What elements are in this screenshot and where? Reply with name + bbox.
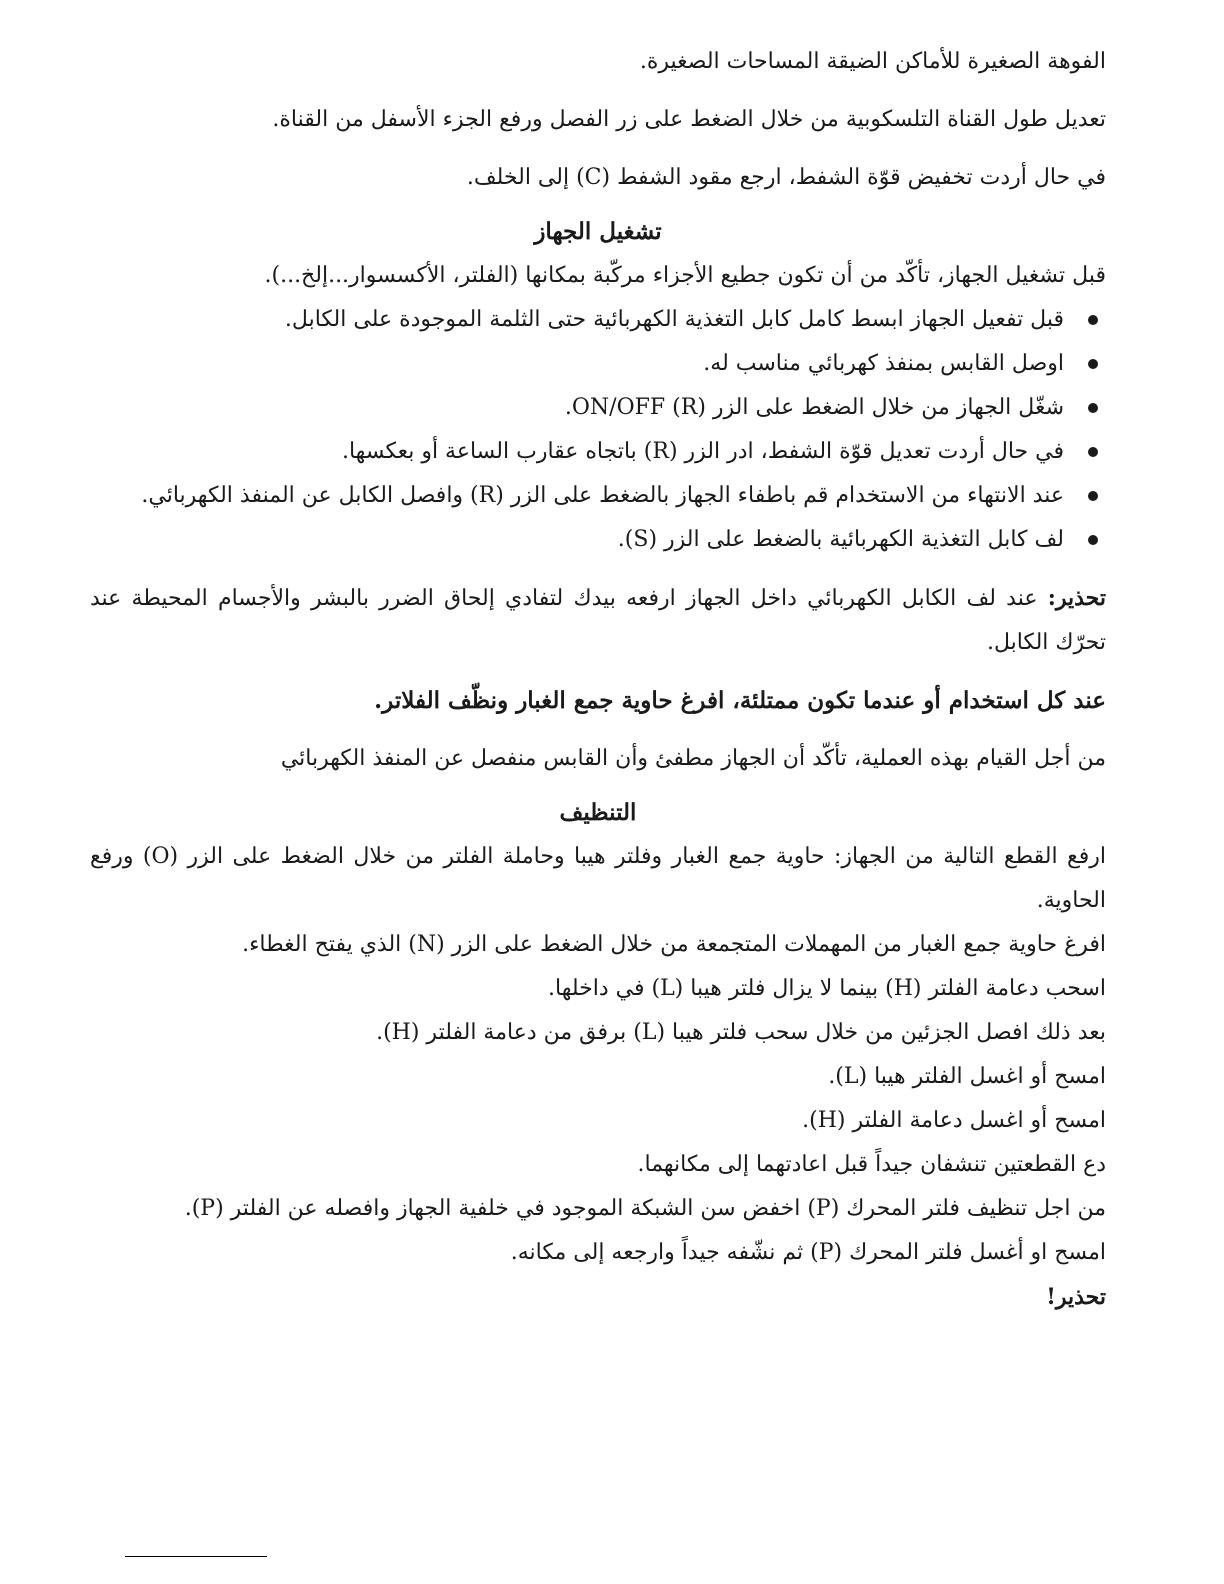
- bullet-icon: [1088, 491, 1098, 501]
- cleaning-step: امسح أو اغسل دعامة الفلتر (H).: [802, 1108, 1106, 1133]
- intro-line-1: الفوهة الصغيرة للأماكن الضيقة المساحات الصغيرة.: [639, 49, 1106, 74]
- cleaning-step: امسح أو اغسل الفلتر هيبا (L).: [828, 1064, 1106, 1089]
- intro-line-2: تعديل طول القناة التلسكوبية من خلال الضغط على زر الفصل ورفع الجزء الأسفل من القناة.: [272, 107, 1106, 132]
- bullet-icon: [1088, 447, 1098, 457]
- list-item: شغّل الجهاز من خلال الضغط على الزر (R) ON/OFF.: [90, 386, 1064, 430]
- bullet-icon: [1088, 403, 1098, 413]
- list-item: في حال أردت تعديل قوّة الشفط، ادر الزر (R) باتجاه عقارب الساعة أو بعكسها.: [90, 430, 1064, 474]
- cleaning-step: اسحب دعامة الفلتر (H) بينما لا يزال فلتر هيبا (L) في داخلها.: [548, 976, 1106, 1001]
- warning-paragraph: [90, 576, 1106, 665]
- list-item: عند الانتهاء من الاستخدام قم باطفاء الجهاز بالضغط على الزر (R) وافصل الكابل عن المنفذ الكهربائي.: [90, 474, 1064, 518]
- intro-line-3: في حال أردت تخفيض قوّة الشفط، ارجع مقود الشفط (C) إلى الخلف.: [466, 165, 1106, 190]
- footnote-divider: [125, 1556, 267, 1557]
- motor-filter-step: امسح او أغسل فلتر المحرك (P) ثم نشّفه جيداً وارجعه إلى مكانه.: [510, 1240, 1106, 1265]
- bullet-icon: [1088, 535, 1098, 545]
- final-warning: تحذير!: [1046, 1284, 1106, 1310]
- cleaning-step: افرغ حاوية جمع الغبار من المهملات المتجمعة من خلال الضغط على الزر (N) الذي يفتح الغطاء.: [242, 932, 1106, 957]
- list-item: اوصل القابس بمنفذ كهربائي مناسب له.: [90, 342, 1064, 386]
- warning-label: تحذير:: [1047, 585, 1106, 611]
- operation-heading: تشغيل الجهاز: [534, 218, 662, 245]
- cleaning-step: ارفع القطع التالية من الجهاز: حاوية جمع الغبار وفلتر هيبا وحاملة الفلتر من خلال الضغط على الزر (O) ورفع الحاوية.: [90, 844, 1106, 913]
- cleaning-step: بعد ذلك افصل الجزئين من خلال سحب فلتر هيبا (L) برفق من دعامة الفلتر (H).: [376, 1020, 1106, 1045]
- list-item: قبل تفعيل الجهاز ابسط كامل كابل التغذية الكهربائية حتى الثلمة الموجودة على الكابل.: [90, 298, 1064, 342]
- list-item: لف كابل التغذية الكهربائية بالضغط على الزر (S).: [90, 518, 1064, 562]
- cleaning-heading: التنظيف: [559, 799, 637, 826]
- warning-text: عند لف الكابل الكهربائي داخل الجهاز ارفعه بيدك لتفادي إلحاق الضرر بالبشر والأجسام المحيطة عند تحرّك الكابل.: [90, 586, 1106, 655]
- bold-instruction: عند كل استخدام أو عندما تكون ممتلئة، افرغ حاوية جمع الغبار ونظّف الفلاتر.: [374, 687, 1106, 714]
- safety-note: من أجل القيام بهذه العملية، تأكّد أن الجهاز مطفئ وأن القابس منفصل عن المنفذ الكهربائي: [280, 746, 1106, 771]
- operation-bullet-list: [90, 298, 1106, 562]
- bullet-icon: [1088, 315, 1098, 325]
- cleaning-step: دع القطعتين تنشفان جيداً قبل اعادتهما إلى مكانهما.: [637, 1152, 1106, 1177]
- motor-filter-step: من اجل تنظيف فلتر المحرك (P) اخفض سن الشبكة الموجود في خلفية الجهاز وافصله عن الفلتر (P).: [184, 1196, 1106, 1221]
- operation-intro: قبل تشغيل الجهاز، تأكّد من أن تكون جطيع الأجزاء مركّبة بمكانها (الفلتر، الأكسسوار...إلخ...).: [264, 263, 1106, 288]
- document-page: [90, 40, 1106, 1319]
- bullet-icon: [1088, 359, 1098, 369]
